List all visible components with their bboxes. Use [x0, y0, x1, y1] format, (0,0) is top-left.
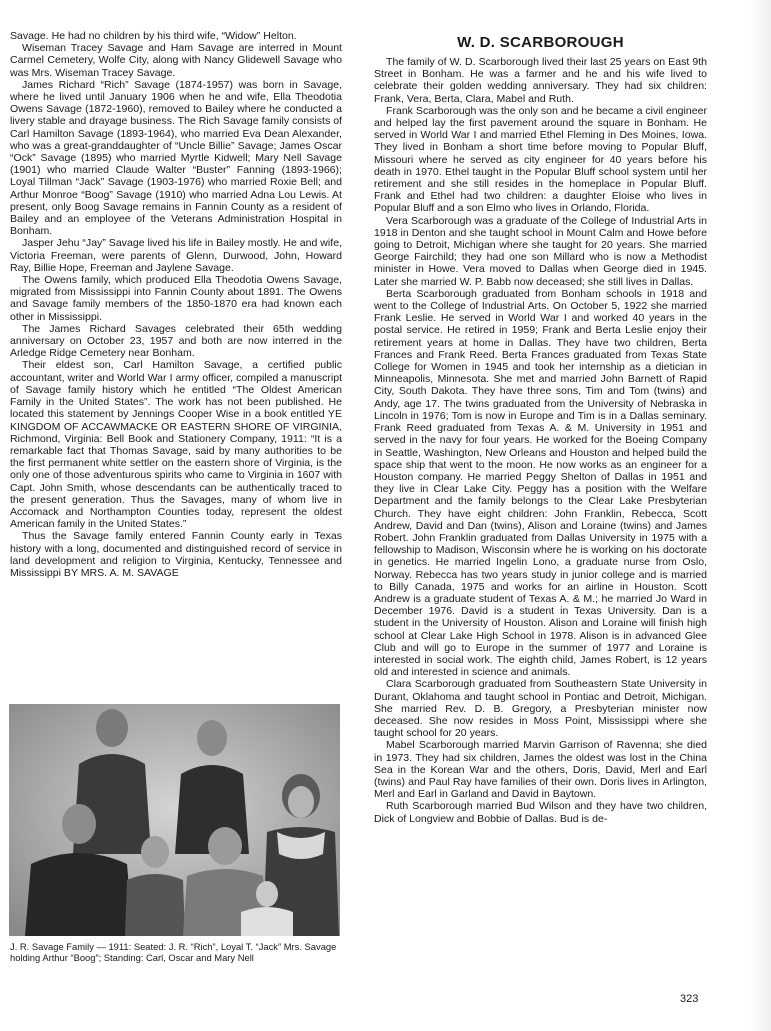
right-paragraph-4: Berta Scarborough graduated from Bonham schools in 1918 and went to the College of Industrial Arts. On October 5, 1922 she married Frank Leslie. He served in World War I and worked 40 years in the postal service. He retired in 1959; Frank and Berta Leslie enjoy their retirement years at home in Dallas. They have two children, Berta Frances and Frank Reed. Berta Frances graduated from Texas State College for Women in 1945 and took her internship as a dietician in Minneapolis, Minnesota. She met and married John Barnett of Rapid City, South Dakota. They have three sons, Tim and Tom (twins) and Andy, age 17. The twins graduated from the University of Nebraska in Lincoln in 1976; Tom is now in Europe and Tim is in a Dallas seminary. Frank Reed graduated from Texas A. & M. University in 1951 and served in the navy for four years. He worked for the Boeing Company in Seattle, Washington, New Orleans and Houston and helped build the space ship that went to the moon. He now works as an engineer for a Houston company. He married Peggy Shelton of Dallas in 1951 and they live in Clear Lake City. Peggy has a position with the Welfare Department and the family belongs to the Clear Lake Presbyterian Church. They have eight children: John Franklin, Rebecca, Scott Andrew, David and Dan (twins), Alison and Loraine (twins) and James Robert. John Franklin graduated from Dallas University in 1975 with a fellowship to Madison, Wisconsin where he is working on his doctorate in genetics. He married Ingelin Lono, a graduate nurse from Oslo, Norway. Rebecca has two years study in junior college and is married to Billy Canada, 1975 and works for an airline in Houston. Scott Andrew is a graduate student of Texas A. & M.; he married Jo Ward in December 1976. David is a student in Texas University. Dan is a student in the University of Houston. Alison and Loraine will finish high school at Clear Lake High School in 1978. Alison is in advanced Glee Club and will go to Europe in the summer of 1977 and Loraine is interested in social work. The eighth child, James Robert, is 12 years old and interested in science and animals. [374, 287, 707, 679]
right-column [374, 30, 707, 825]
left-paragraph-3: James Richard “Rich” Savage (1874-1957) was born in Savage, where he lived until January 1906 when he and wife, Ella Theodotia Owens Savage (1872-1960), removed to Bailey where he conducted a livery stable and drayage business. The Rich Savage family consists of Carl Hamilton Savage (1893-1964), who married Eva Dean Alexander, who was a great-granddaughter of “Uncle Billie” Savage; James Oscar “Ock” Savage (1895) who married Myrtle Kidwell; Mary Nell Savage (1901) who married Claude Walter “Buster” Fanning (1893-1966); Loyal Tillman “Jack” Savage (1903-1976) who married Roxie Bell; and Arthur Monroe “Boog” Savage (1910) who married Adna Lou Lewis. At present, only Boog Savage remains in Fannin County as a resident of Bailey and an employee of the Veterans Administration Hospital in Bonham. [10, 78, 342, 238]
right-paragraph-7: Ruth Scarborough married Bud Wilson and they have two children, Dick of Longview and Bobbie of Dallas. Bud is de- [374, 800, 707, 825]
left-paragraph-1: Savage. He had no children by his third wife, “Widow” Helton. [10, 30, 297, 42]
page-edge-shadow [749, 0, 771, 1031]
family-photo [9, 704, 340, 936]
family-photo-image [9, 704, 340, 936]
left-paragraph-5: The Owens family, which produced Ella Theodotia Owens Savage, migrated from Mississippi into Fannin County about 1891. The Owens and Savage family members of the 1850-1870 era had known each other in Mississippi. [10, 274, 342, 323]
right-paragraph-6: Mabel Scarborough married Marvin Garrison of Ravenna; she died in 1973. They had six children, James the oldest was lost in the China Sea in the Korean War and the others, Doris, David, Merl and Earl (twins) and Paul Ray have families of their own. Doris lives in Arlington, Merl and Earl in Garland and David in Baytown. [374, 739, 707, 801]
right-paragraph-1: The family of W. D. Scarborough lived their last 25 years on East 9th Street in Bonham. He was a farmer and he and his wife lived to celebrate their golden wedding anniversary. They had six children: Frank, Vera, Berta, Clara, Mabel and Ruth. [374, 56, 707, 105]
left-paragraph-2: Wiseman Tracey Savage and Ham Savage are interred in Mount Carmel Cemetery, Wolfe City, along with Nancy Glidewell Savage who was Mrs. Wiseman Tracey Savage. [10, 42, 342, 79]
right-paragraph-5: Clara Scarborough graduated from Southeastern State University in Durant, Oklahoma and taught school in Pontiac and Detroit, Michigan. She married Rev. D. B. Gregory, a Presbyterian minister now deceased. She now resides in Moss Point, Mississippi where she taught school for 20 years. [374, 678, 707, 740]
article-heading: W. D. SCARBOROUGH [457, 34, 624, 51]
left-column [10, 30, 342, 579]
left-paragraph-6: The James Richard Savages celebrated their 65th wedding anniversary on October 23, 1957 and both are now interred in the Arledge Ridge Cemetery near Bonham. [10, 322, 342, 360]
left-paragraph-4: Jasper Jehu “Jay” Savage lived his life in Bailey mostly. He and wife, Victoria Freeman, were parents of Glenn, Durwood, John, Howard Ray, Billie Hope, Freeman and Jaylene Savage. [10, 237, 342, 274]
photo-caption: J. R. Savage Family — 1911: Seated: J. R. “Rich”, Loyal T. “Jack” Mrs. Savage holding Arthur “Boog”; Standing: Carl, Oscar and Mary Nell [10, 941, 337, 964]
right-paragraph-3: Vera Scarborough was a graduate of the College of Industrial Arts in 1918 in Denton and she taught school in Mount Calm and Howe before going to Detroit, Michigan where she taught for 20 years. She married George Fairchild; they had one son Millard who is now a Methodist minister in Howe. Vera moved to Dallas when George died in 1945. Later she married W. P. Babb now deceased; she still lives in Dallas. [374, 214, 707, 288]
left-paragraph-7: Their eldest son, Carl Hamilton Savage, a certified public accountant, writer and World War I army officer, compiled a manuscript of Savage family history which he entitled “The Oldest American Family in the United States”. The work has not been published. He located this statement by Jennings Cooper Wise in a book entitled YE KINGDOM OF ACCAWMACKE OR EASTERN SHORE OF VIRGINIA, Richmond, Virginia: Bell Book and Stationery Company, 1911: “It is a remarkable fact that Thomas Savage, said by many authorities to be the first permanent white settler on the eastern shore of Virginia, is the only one of those adventurous spirits who came to Virginia in 1607 with Capt. John Smith, whose descendants can be authentically traced to the present generation. Thus the Savages, many of whom live in Accomack and Northampton Counties today, represent the oldest American family in the United States.” [10, 359, 342, 531]
page-number: 323 [680, 993, 699, 1005]
right-paragraph-2: Frank Scarborough was the only son and he became a civil engineer and helped lay the first pavement around the square in Bonham. He served in World War I and married Ethel Fleming in Des Moines, Iowa. They lived in Bonham a short time before moving to Popular Bluff, Missouri where he served as city engineer for 40 years before his death in 1970. Ethel taught in the Popular Bluff school system until her retirement and she still resides in the homeplace in Popular Bluff. Frank and Ethel had two children: a daughter Eloise who lives in Popular Bluff and a son Elmo who lives in Orlando, Florida. [374, 104, 707, 215]
left-paragraph-8: Thus the Savage family entered Fannin County early in Texas history with a long, documented and distinguished record of service in land development and religion to Virginia, Kentucky, Tennessee and Mississippi BY MRS. A. M. SAVAGE [10, 530, 342, 579]
